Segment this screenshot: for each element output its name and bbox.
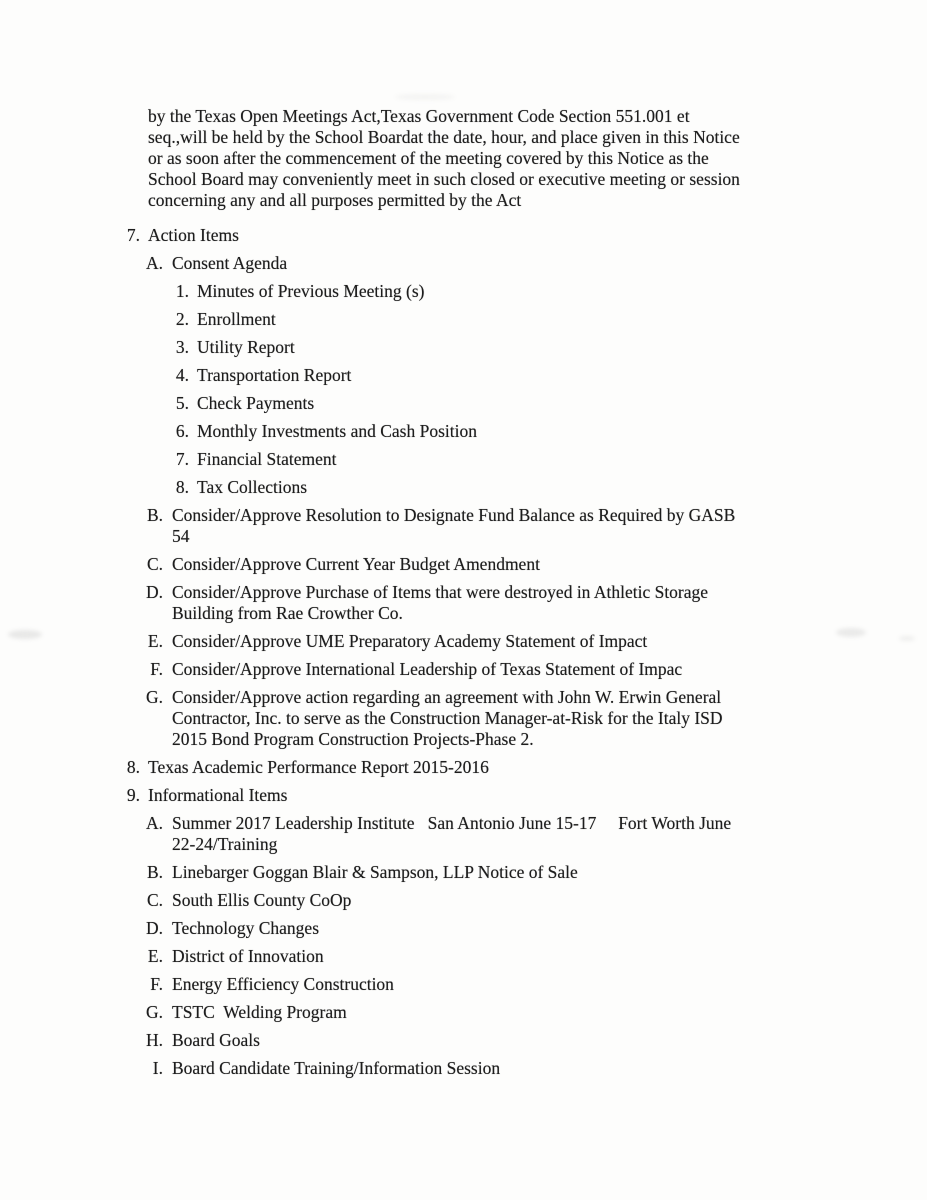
agenda-item — [0, 365, 927, 386]
agenda-item-text — [197, 477, 307, 498]
agenda-item-line: Consider/Approve Current Year Budget Amendment — [172, 554, 540, 574]
agenda-item-marker: D. — [145, 582, 163, 602]
agenda-item — [0, 918, 927, 939]
agenda-item-line: Consider/Approve action regarding an agreement with John W. Erwin General — [172, 687, 722, 707]
agenda-item-marker: 7. — [126, 225, 140, 245]
agenda-item-marker: 8. — [175, 477, 189, 497]
agenda-item — [0, 554, 927, 575]
agenda-item-marker: G. — [145, 687, 163, 707]
agenda-item — [0, 862, 927, 883]
agenda-item-marker: G. — [145, 1002, 163, 1022]
agenda-item-line: Summer 2017 Leadership Institute San Antonio June 15-17 Fort Worth June — [172, 813, 732, 833]
agenda-item-text — [172, 813, 731, 855]
agenda-item-text — [172, 554, 540, 575]
agenda-item-line: Action Items — [148, 225, 239, 245]
agenda-item-line: Building from Rae Crowther Co. — [172, 603, 403, 623]
agenda-item-text — [172, 1002, 347, 1023]
agenda-item — [0, 449, 927, 470]
agenda-item-marker: 8. — [126, 757, 140, 777]
agenda-item-marker: C. — [146, 890, 163, 910]
agenda-item-marker: 3. — [175, 337, 189, 357]
agenda-item — [0, 337, 927, 358]
agenda-item — [0, 785, 927, 806]
agenda-item-marker: 5. — [175, 393, 189, 413]
agenda-item — [0, 505, 927, 547]
agenda-item-marker: D. — [145, 918, 163, 938]
agenda-item-line: Monthly Investments and Cash Position — [197, 421, 477, 441]
agenda-item — [0, 1058, 927, 1079]
agenda-item-line: Board Candidate Training/Information Session — [172, 1058, 501, 1078]
agenda-item-line: 54 — [172, 526, 190, 546]
agenda-item-text — [148, 225, 239, 246]
scan-smudge — [395, 94, 455, 100]
agenda-item-text — [172, 918, 319, 939]
agenda-item-line: Informational Items — [148, 785, 288, 805]
scan-smudge — [8, 630, 42, 639]
agenda-item-text — [172, 631, 647, 652]
agenda-item-line: 22-24/Training — [172, 834, 278, 854]
agenda-item-marker: 2. — [175, 309, 189, 329]
agenda-item-text — [172, 1058, 500, 1079]
scan-smudge — [836, 628, 866, 637]
agenda-item-line: 2015 Bond Program Construction Projects-Phase 2. — [172, 729, 534, 749]
agenda-item — [0, 309, 927, 330]
agenda-item-line: Enrollment — [197, 309, 276, 329]
agenda-list — [0, 225, 927, 1086]
agenda-item — [0, 813, 927, 855]
agenda-item-line: TSTC Welding Program — [172, 1002, 347, 1022]
agenda-item-marker: F. — [150, 659, 163, 679]
agenda-item-marker: B. — [146, 862, 163, 882]
agenda-item — [0, 1030, 927, 1051]
agenda-item-marker: 1. — [175, 281, 189, 301]
agenda-item-text — [172, 505, 735, 547]
agenda-item-text — [197, 337, 295, 358]
agenda-item — [0, 421, 927, 442]
agenda-item-line: Minutes of Previous Meeting (s) — [197, 281, 425, 301]
agenda-item-text — [148, 757, 489, 778]
agenda-item-text — [172, 890, 351, 911]
agenda-item-marker: 4. — [175, 365, 189, 385]
intro-line: School Board may conveniently meet in such closed or executive meeting or session — [148, 169, 740, 189]
intro-line: seq.,will be held by the School Boardat the date, hour, and place given in this Notice — [148, 127, 740, 147]
agenda-item-marker: 6. — [175, 421, 189, 441]
agenda-item — [0, 253, 927, 274]
agenda-item-marker: 9. — [126, 785, 140, 805]
agenda-item-text — [172, 687, 723, 750]
agenda-item-marker: H. — [145, 1030, 163, 1050]
agenda-item-text — [197, 449, 336, 470]
agenda-item — [0, 225, 927, 246]
agenda-item-line: Financial Statement — [197, 449, 337, 469]
agenda-item-text — [197, 281, 424, 302]
agenda-item-line: Utility Report — [197, 337, 295, 357]
agenda-item-text — [172, 946, 324, 967]
agenda-item-text — [172, 974, 394, 995]
agenda-item-line: Consider/Approve UME Preparatory Academy Statement of Impact — [172, 631, 648, 651]
agenda-item-marker: 7. — [175, 449, 189, 469]
agenda-item-line: Technology Changes — [172, 918, 320, 938]
agenda-item — [0, 687, 927, 750]
agenda-item-marker: A. — [145, 253, 163, 273]
intro-paragraph — [148, 106, 740, 211]
agenda-item — [0, 890, 927, 911]
agenda-item-text — [172, 1030, 260, 1051]
agenda-item-line: Consider/Approve Resolution to Designate Fund Balance as Required by GASB — [172, 505, 736, 525]
scan-smudge — [899, 636, 915, 641]
agenda-item-marker: E. — [147, 946, 163, 966]
agenda-item — [0, 1002, 927, 1023]
agenda-item-marker: A. — [145, 813, 163, 833]
agenda-item-marker: F. — [150, 974, 163, 994]
agenda-item-text — [172, 862, 578, 883]
intro-line: by the Texas Open Meetings Act,Texas Government Code Section 551.001 et — [148, 106, 690, 126]
agenda-item-marker: B. — [146, 505, 163, 525]
agenda-item-text — [172, 659, 682, 680]
agenda-item-line: Board Goals — [172, 1030, 260, 1050]
agenda-item-line: District of Innovation — [172, 946, 324, 966]
agenda-item — [0, 281, 927, 302]
agenda-item-line: Contractor, Inc. to serve as the Construction Manager-at-Risk for the Italy ISD — [172, 708, 723, 728]
agenda-item-text — [197, 393, 314, 414]
agenda-item-line: Consider/Approve International Leadership of Texas Statement of Impac — [172, 659, 683, 679]
intro-line: or as soon after the commencement of the meeting covered by this Notice as the — [148, 148, 709, 168]
agenda-item-line: Consider/Approve Purchase of Items that were destroyed in Athletic Storage — [172, 582, 709, 602]
agenda-item — [0, 477, 927, 498]
agenda-item-line: Consent Agenda — [172, 253, 288, 273]
agenda-item-line: Tax Collections — [197, 477, 308, 497]
agenda-item-text — [197, 309, 276, 330]
agenda-item-line: Check Payments — [197, 393, 315, 413]
agenda-item-marker: I. — [152, 1058, 163, 1078]
agenda-item-line: Transportation Report — [197, 365, 352, 385]
agenda-item-line: Linebarger Goggan Blair & Sampson, LLP Notice of Sale — [172, 862, 578, 882]
agenda-item-text — [172, 253, 287, 274]
agenda-item — [0, 582, 927, 624]
agenda-item — [0, 757, 927, 778]
agenda-item — [0, 631, 927, 652]
agenda-item-text — [197, 421, 477, 442]
intro-line: concerning any and all purposes permitted by the Act — [148, 190, 522, 210]
agenda-item-marker: E. — [147, 631, 163, 651]
agenda-item-line: Energy Efficiency Construction — [172, 974, 394, 994]
agenda-item — [0, 659, 927, 680]
agenda-item — [0, 974, 927, 995]
agenda-item — [0, 393, 927, 414]
agenda-item-text — [197, 365, 351, 386]
agenda-item-line: Texas Academic Performance Report 2015-2016 — [148, 757, 489, 777]
agenda-item-marker: C. — [146, 554, 163, 574]
agenda-item-line: South Ellis County CoOp — [172, 890, 352, 910]
agenda-item-text — [148, 785, 287, 806]
agenda-item — [0, 946, 927, 967]
agenda-item-text — [172, 582, 708, 624]
